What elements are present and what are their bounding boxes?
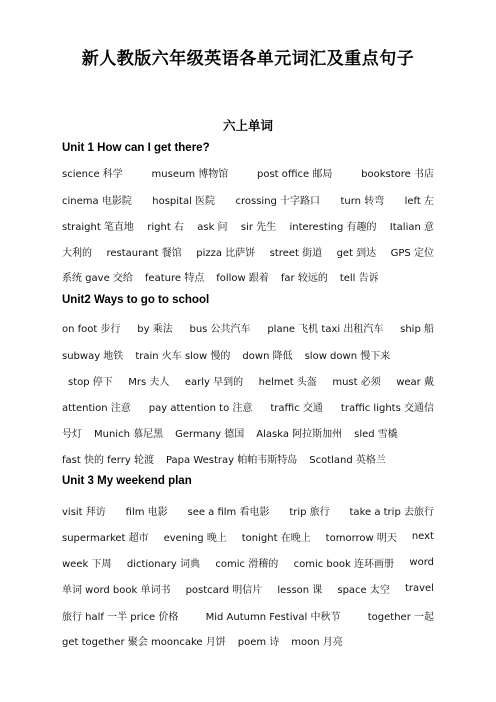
vocab-entry: tell 告诉: [339, 272, 379, 284]
vocab-line: [62, 268, 434, 284]
vocab-entry: street 街道: [269, 247, 323, 259]
vocab-entry: week 下周: [62, 558, 112, 570]
vocab-entry: fast 快的 ferry 轮渡: [62, 454, 154, 466]
vocab-entry: traffic 交通: [270, 402, 323, 414]
vocab-entry: slow down 慢下来: [304, 350, 391, 362]
vocab-entry: Italian 意: [389, 221, 434, 233]
vocab-entry: film 电影: [125, 506, 168, 518]
vocab-entry: postcard 明信片: [185, 584, 263, 596]
vocab-entry: moon 月亮: [291, 636, 343, 648]
vocab-entry: next: [411, 530, 434, 542]
vocab-entry: trip 旅行: [289, 506, 330, 518]
vocab-entry: feature 特点: [144, 272, 205, 284]
vocab-entry: lesson 课: [277, 584, 323, 596]
vocab-line: [62, 191, 434, 207]
vocab-entry: post office 邮局: [256, 168, 333, 180]
vocab-entry: tonight 在晚上: [241, 532, 311, 544]
vocab-entry: together 一起: [367, 611, 434, 623]
vocab-line: [62, 554, 434, 570]
vocab-entry: dictionary 词典: [126, 558, 200, 570]
vocab-entry: Papa Westray 帕帕韦斯特岛: [165, 454, 298, 466]
vocab-entry: 系统 gave 交给: [62, 272, 133, 284]
vocab-entry: museum 博物馆: [151, 168, 229, 180]
vocab-entry: train 火车 slow 慢的: [135, 350, 231, 362]
vocab-entry: stop 停下: [68, 376, 113, 388]
vocab-entry: must 必须: [332, 376, 381, 388]
vocab-entry: space 太空: [337, 584, 390, 596]
vocab-entry: see a film 看电影: [187, 506, 270, 518]
vocab-entry: far 较远的: [280, 272, 328, 284]
vocab-line: [62, 346, 434, 362]
vocab-line: [62, 607, 434, 623]
vocab-entry: 号灯: [62, 428, 82, 440]
vocab-entry: sir 先生: [240, 221, 277, 233]
vocab-entry: Alaska 阿拉斯加州: [256, 428, 343, 440]
vocab-line: [62, 398, 434, 414]
vocab-line: [62, 450, 434, 466]
vocab-line: [62, 580, 434, 596]
vocab-entry: traffic lights 交通信: [340, 402, 434, 414]
vocab-entry: word: [409, 556, 434, 568]
vocab-entry: by 乘法: [137, 323, 173, 335]
unit-2-heading: Unit2 Ways to go to school: [62, 294, 210, 306]
vocab-entry: attention 注意: [62, 402, 131, 414]
unit-3-heading: Unit 3 My weekend plan: [62, 475, 192, 487]
vocab-entry: early 早到的: [184, 376, 244, 388]
vocab-entry: evening 晚上: [163, 532, 227, 544]
vocab-line: [62, 243, 434, 259]
vocab-line: [62, 632, 434, 648]
unit-1-heading: Unit 1 How can I get there?: [62, 142, 210, 154]
vocab-entry: hospital 医院: [152, 195, 216, 207]
vocab-entry: interesting 有趣的: [289, 221, 377, 233]
vocab-line: [62, 319, 434, 335]
vocab-entry: ask 问: [197, 221, 228, 233]
vocab-entry: Munich 慕尼黑: [94, 428, 164, 440]
vocab-entry: supermarket 超市: [62, 532, 149, 544]
vocab-line: [68, 372, 434, 388]
vocab-entry: poem 诗: [237, 636, 280, 648]
vocab-entry: Scotland 英格兰: [309, 454, 386, 466]
vocab-entry: get together 聚会 mooncake 月饼: [62, 636, 226, 648]
vocab-entry: crossing 十字路口: [235, 195, 321, 207]
section-title: 六上单词: [222, 118, 273, 133]
vocab-entry: sled 雪橇: [354, 428, 398, 440]
vocab-entry: helmet 头盔: [258, 376, 317, 388]
vocab-entry: plane 飞机 taxi 出租汽车: [267, 323, 384, 335]
vocab-entry: take a trip 去旅行: [349, 506, 434, 518]
page-title: 新人教版六年级英语各单元词汇及重点句子: [81, 49, 415, 69]
vocab-entry: follow 跟着: [216, 272, 269, 284]
vocab-entry: ship 船: [400, 323, 434, 335]
vocab-entry: Mid Autumn Festival 中秋节: [205, 611, 341, 623]
vocab-entry: pay attention to 注意: [148, 402, 253, 414]
vocab-entry: on foot 步行: [62, 323, 121, 335]
vocab-entry: cinema 电影院: [62, 195, 132, 207]
vocab-entry: GPS 定位: [390, 247, 434, 259]
vocab-entry: bookstore 书店: [361, 168, 434, 180]
vocab-entry: straight 笔直地: [62, 221, 134, 233]
vocab-entry: turn 转弯: [340, 195, 385, 207]
vocab-entry: visit 拜访: [62, 506, 106, 518]
vocab-entry: left 左: [404, 195, 434, 207]
vocab-entry: 大利的: [62, 247, 92, 259]
vocab-entry: Mrs 夫人: [128, 376, 170, 388]
vocab-entry: tomorrow 明天: [325, 532, 397, 544]
vocab-entry: Germany 德国: [175, 428, 245, 440]
vocab-entry: science 科学: [62, 168, 123, 180]
vocab-entry: 旅行 half 一半 price 价格: [62, 611, 179, 623]
vocab-line: [62, 424, 434, 440]
vocab-line: [62, 217, 434, 233]
vocab-entry: comic 滑稽的: [215, 558, 279, 570]
vocab-line: [62, 164, 434, 180]
vocab-entry: travel: [404, 582, 434, 594]
vocab-entry: get 到达: [336, 247, 377, 259]
vocab-entry: down 降低: [242, 350, 293, 362]
vocab-entry: restaurant 餐馆: [106, 247, 182, 259]
vocab-entry: wear 戴: [396, 376, 434, 388]
vocab-line: [62, 502, 434, 518]
vocab-entry: 单词 word book 单词书: [62, 584, 171, 596]
vocab-entry: subway 地铁: [62, 350, 124, 362]
vocab-line: [62, 528, 434, 544]
vocab-entry: comic book 连环画册: [293, 558, 394, 570]
vocab-entry: right 右: [147, 221, 184, 233]
vocab-entry: pizza 比萨饼: [196, 247, 256, 259]
vocab-entry: bus 公共汽车: [189, 323, 251, 335]
